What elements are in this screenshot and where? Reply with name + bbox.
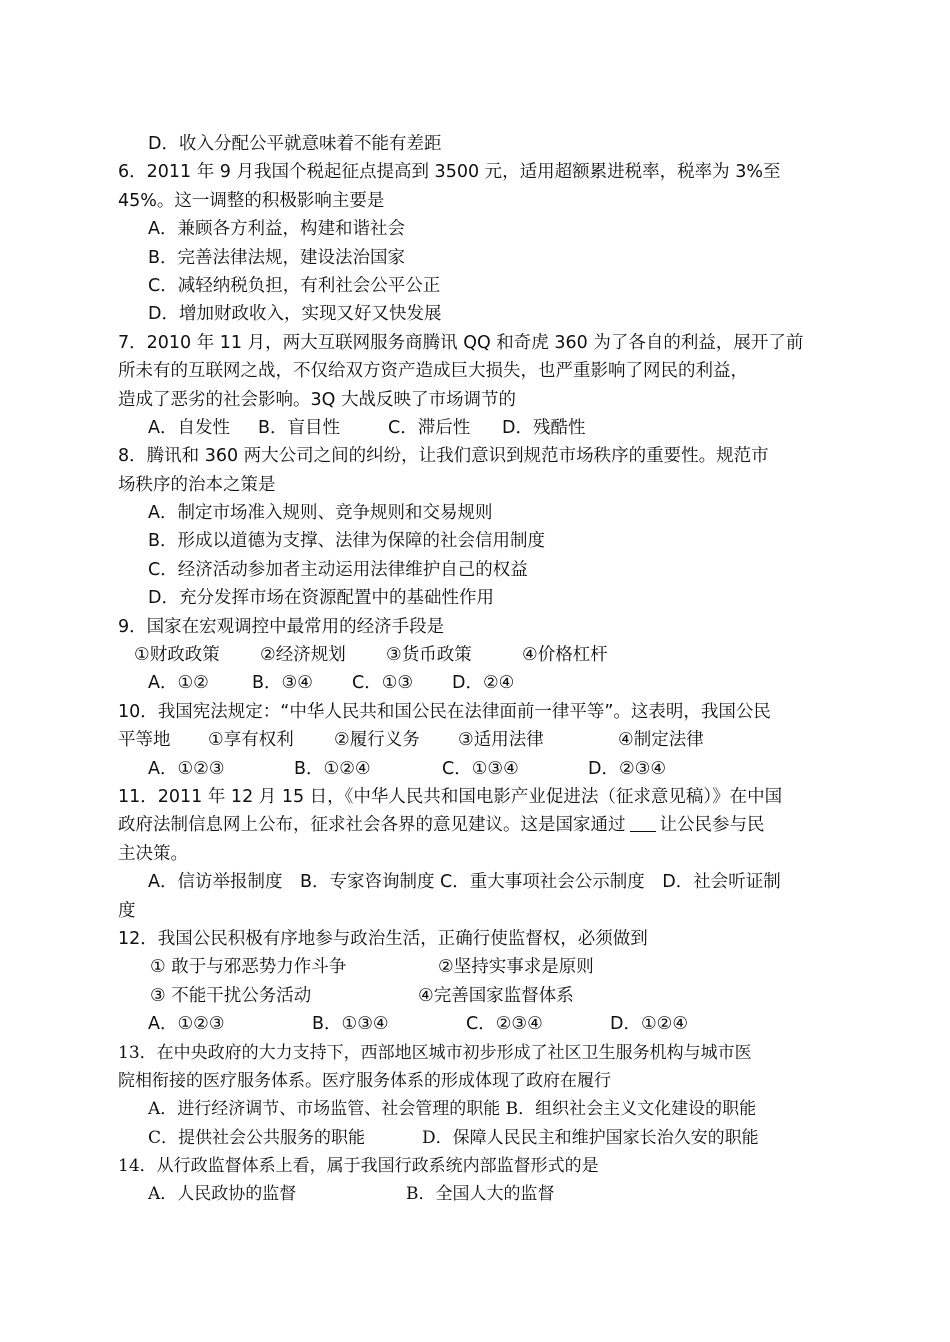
q11-stem-line1: 11．2011 年 12 月 15 日，《中华人民共和国电影产业促进法（征求意见稿）》在中国 bbox=[118, 786, 783, 807]
q9-options bbox=[118, 669, 838, 697]
q12-stem: 12．我国公民积极有序地参与政治生活，正确行使监督权，必须做到 bbox=[118, 928, 648, 949]
q10-option-a: A．①②③ bbox=[148, 758, 225, 779]
q9-items bbox=[118, 641, 838, 669]
q10-item-1: ①享有权利 bbox=[208, 730, 294, 751]
q9-stem: 9．国家在宏观调控中最常用的经济手段是 bbox=[118, 616, 445, 637]
q12-item-1: ① 敢于与邪恶势力作斗争 bbox=[150, 957, 347, 978]
q14-option-b: B．全国人大的监督 bbox=[406, 1184, 555, 1205]
q12-option-c: C．②③④ bbox=[466, 1014, 543, 1035]
question-10 bbox=[118, 698, 838, 783]
q12-item-4: ④完善国家监督体系 bbox=[418, 985, 574, 1006]
q13-options-cd bbox=[118, 1124, 838, 1152]
q6-option-d: D．增加财政收入，实现又好又快发展 bbox=[148, 304, 442, 325]
q10-option-c: C．①③④ bbox=[442, 758, 519, 779]
q11-answer-blank bbox=[630, 815, 656, 832]
question-13 bbox=[118, 1039, 838, 1153]
q8-stem-line2: 场秩序的治本之策是 bbox=[118, 474, 276, 495]
q10-option-d: D．②③④ bbox=[588, 758, 667, 779]
question-8 bbox=[118, 442, 838, 612]
q8-stem-line1: 8．腾讯和 360 两大公司之间的纠纷，让我们意识到规范市场秩序的重要性。规范市 bbox=[118, 446, 769, 467]
q13-option-d: D．保障人民民主和维护国家长治久安的职能 bbox=[422, 1127, 759, 1148]
q11-stem-line2b: 让公民参与民 bbox=[659, 815, 765, 836]
q13-options-ab: A．进行经济调节、市场监管、社会管理的职能 B．组织社会主义文化建设的职能 bbox=[148, 1099, 757, 1120]
q10-options bbox=[118, 755, 838, 783]
q12-option-d: D．①②④ bbox=[610, 1014, 689, 1035]
q9-item-4: ④价格杠杆 bbox=[522, 645, 608, 666]
q8-option-a: A．制定市场准入规则、竞争规则和交易规则 bbox=[148, 503, 493, 524]
q9-option-c: C．①③ bbox=[352, 673, 414, 694]
q8-option-c: C．经济活动参加者主动运用法律维护自己的权益 bbox=[148, 559, 528, 580]
q11-stem-line2a: 政府法制信息网上公布，征求社会各界的意见建议。这是国家通过 bbox=[118, 815, 626, 836]
q12-options bbox=[118, 1010, 838, 1038]
q10-item-3: ③适用法律 bbox=[458, 730, 544, 751]
q9-option-a: A．①② bbox=[148, 673, 209, 694]
q7-stem-line3: 造成了恶劣的社会影响。3Q 大战反映了市场调节的 bbox=[118, 389, 516, 410]
q6-stem-line1: 6．2011 年 9 月我国个税起征点提高到 3500 元，适用超额累进税率，税率为 3%至 bbox=[118, 162, 781, 183]
q10-stem-line1: 10．我国宪法规定：“中华人民共和国公民在法律面前一律平等”。这表明，我国公民 bbox=[118, 701, 771, 722]
q9-option-d: D．②④ bbox=[452, 673, 515, 694]
q7-option-d: D．残酷性 bbox=[502, 417, 586, 438]
question-11 bbox=[118, 783, 838, 925]
q6-option-a: A．兼顾各方利益，构建和谐社会 bbox=[148, 219, 405, 240]
q11-stem-line3: 主决策。 bbox=[118, 843, 188, 864]
q7-option-a: A．自发性 bbox=[148, 417, 230, 438]
q6-stem-line2: 45%。这一调整的积极影响主要是 bbox=[118, 190, 385, 211]
question-7 bbox=[118, 329, 838, 443]
q12-items-row2 bbox=[118, 982, 838, 1010]
q10-stem-line2-text: 平等地 bbox=[118, 730, 171, 751]
q6-option-b: B．完善法律法规，建设法治国家 bbox=[148, 247, 406, 268]
q7-stem-line2: 所未有的互联网之战，不仅给双方资产造成巨大损失，也严重影响了网民的利益， bbox=[118, 361, 748, 382]
q13-stem-line1: 13．在中央政府的大力支持下，西部地区城市初步形成了社区卫生服务机构与城市医 bbox=[118, 1042, 752, 1063]
q14-option-a: A．人民政协的监督 bbox=[148, 1184, 297, 1205]
q7-stem-line1: 7．2010 年 11 月，两大互联网服务商腾讯 QQ 和奇虎 360 为了各自的利益，展开了前 bbox=[118, 332, 804, 353]
q10-item-2: ②履行义务 bbox=[334, 730, 420, 751]
q14-stem: 14．从行政监督体系上看，属于我国行政系统内部监督形式的是 bbox=[118, 1156, 599, 1177]
q12-items-row1 bbox=[118, 953, 838, 981]
exam-page bbox=[118, 130, 838, 1209]
q9-option-b: B．③④ bbox=[252, 673, 313, 694]
q10-stem-line2 bbox=[118, 726, 838, 754]
q13-option-c: C．提供社会公共服务的职能 bbox=[148, 1127, 366, 1148]
q9-item-1: ①财政政策 bbox=[134, 645, 220, 666]
q7-option-b: B．盲目性 bbox=[258, 417, 341, 438]
q5-option-d: D．收入分配公平就意味着不能有差距 bbox=[148, 134, 442, 154]
q14-options bbox=[118, 1180, 838, 1208]
q12-item-3: ③ 不能干扰公务活动 bbox=[150, 985, 312, 1006]
q11-options-tail: 度 bbox=[118, 900, 136, 921]
q7-option-c: C．滞后性 bbox=[388, 417, 471, 438]
question-14 bbox=[118, 1152, 838, 1209]
q12-item-2: ②坚持实事求是原则 bbox=[438, 957, 594, 978]
question-6 bbox=[118, 158, 838, 328]
q7-options bbox=[118, 414, 838, 442]
q11-options: A．信访举报制度 B．专家咨询制度 C．重大事项社会公示制度 D．社会听证制 bbox=[148, 872, 781, 893]
q12-option-b: B．①③④ bbox=[312, 1014, 389, 1035]
q10-option-b: B．①②④ bbox=[294, 758, 371, 779]
q12-option-a: A．①②③ bbox=[148, 1014, 225, 1035]
q8-option-b: B．形成以道德为支撑、法律为保障的社会信用制度 bbox=[148, 531, 546, 552]
q9-item-2: ②经济规划 bbox=[260, 645, 346, 666]
q8-option-d: D．充分发挥市场在资源配置中的基础性作用 bbox=[148, 588, 494, 609]
q13-stem-line2: 院相衔接的医疗服务体系。医疗服务体系的形成体现了政府在履行 bbox=[118, 1070, 611, 1091]
question-12 bbox=[118, 925, 838, 1039]
q9-item-3: ③货币政策 bbox=[386, 645, 472, 666]
q10-item-4: ④制定法律 bbox=[618, 730, 704, 751]
q11-stem-line2 bbox=[118, 811, 838, 839]
q6-option-c: C．减轻纳税负担，有利社会公平公正 bbox=[148, 275, 441, 296]
question-9 bbox=[118, 613, 838, 698]
